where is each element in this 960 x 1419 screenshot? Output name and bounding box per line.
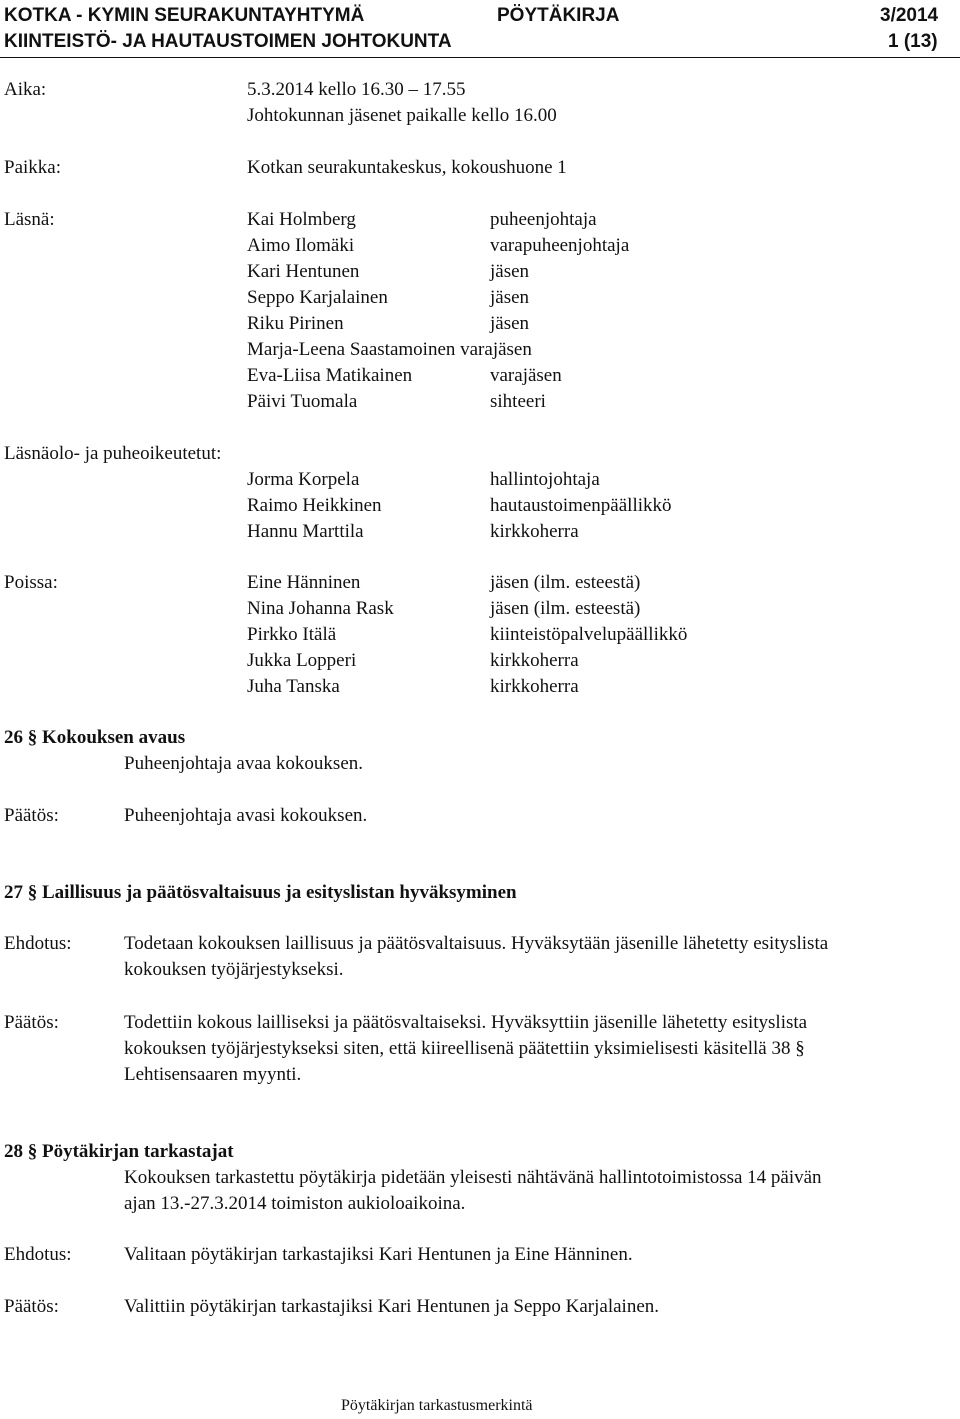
section-27-decision: Lehtisensaaren myynti. bbox=[124, 1064, 302, 1085]
paatos-label: Päätös: bbox=[4, 1296, 59, 1317]
board-name: KIINTEISTÖ- JA HAUTAUSTOIMEN JOHTOKUNTA bbox=[4, 31, 452, 52]
attendee-name: Jorma Korpela bbox=[247, 469, 360, 490]
page-info: 1 (13) bbox=[888, 31, 938, 52]
attendee-name: Eva-Liisa Matikainen bbox=[247, 365, 413, 386]
section-28-heading: 28 § Pöytäkirjan tarkastajat bbox=[4, 1141, 234, 1162]
attendee-role: hallintojohtaja bbox=[490, 469, 600, 490]
attendee-name: Päivi Tuomala bbox=[247, 391, 358, 412]
ehdotus-label: Ehdotus: bbox=[4, 1244, 72, 1265]
aika-note: Johtokunnan jäsenet paikalle kello 16.00 bbox=[247, 105, 557, 126]
section-28-intro: Kokouksen tarkastettu pöytäkirja pidetään yleisesti nähtävänä hallintotoimistossa 14 päivän bbox=[124, 1167, 822, 1188]
attendee-name: Aimo Ilomäki bbox=[247, 235, 355, 256]
section-27-heading: 27 § Laillisuus ja päätösvaltaisuus ja esityslistan hyväksyminen bbox=[4, 882, 517, 903]
footer-note: Pöytäkirjan tarkastusmerkintä bbox=[341, 1397, 533, 1414]
attendee-role: jäsen bbox=[490, 261, 530, 282]
absent-name: Eine Hänninen bbox=[247, 572, 361, 593]
section-28-proposal: Valitaan pöytäkirjan tarkastajiksi Kari Hentunen ja Eine Hänninen. bbox=[124, 1244, 633, 1265]
section-26-heading: 26 § Kokouksen avaus bbox=[4, 727, 186, 748]
attendee-role: jäsen bbox=[490, 287, 530, 308]
attendee-name: Hannu Marttila bbox=[247, 521, 364, 542]
absent-name: Nina Johanna Rask bbox=[247, 598, 394, 619]
attendee-role: hautaustoimenpäällikkö bbox=[490, 495, 672, 516]
aika-time: 5.3.2014 kello 16.30 – 17.55 bbox=[247, 79, 466, 100]
absent-name: Jukka Lopperi bbox=[247, 650, 357, 671]
absent-role: jäsen (ilm. esteestä) bbox=[490, 598, 641, 619]
absent-role: kirkkoherra bbox=[490, 650, 579, 671]
attendee-role: kirkkoherra bbox=[490, 521, 579, 542]
org-name: KOTKA - KYMIN SEURAKUNTAYHTYMÄ bbox=[4, 5, 365, 26]
section-28-intro: ajan 13.-27.3.2014 toimiston aukioloaikoina. bbox=[124, 1193, 466, 1214]
doc-number: 3/2014 bbox=[880, 5, 939, 26]
attendee-name: Seppo Karjalainen bbox=[247, 287, 388, 308]
attendee-name: Kai Holmberg bbox=[247, 209, 356, 230]
section-27-proposal: Todetaan kokouksen laillisuus ja päätösvaltaisuus. Hyväksytään jäsenille lähetetty esityslista bbox=[124, 933, 829, 954]
doc-type: PÖYTÄKIRJA bbox=[497, 5, 620, 26]
header-rule bbox=[0, 57, 960, 58]
absent-role: kiinteistöpalvelupäällikkö bbox=[490, 624, 688, 645]
paikka-value: Kotkan seurakuntakeskus, kokoushuone 1 bbox=[247, 157, 567, 178]
section-27-proposal: kokouksen työjärjestykseksi. bbox=[124, 959, 344, 980]
ehdotus-label: Ehdotus: bbox=[4, 933, 72, 954]
attendee-role: sihteeri bbox=[490, 391, 546, 412]
absent-name: Pirkko Itälä bbox=[247, 624, 337, 645]
lasna-label: Läsnä: bbox=[4, 209, 55, 230]
attendee-role: jäsen bbox=[490, 313, 530, 334]
attendee-role: varapuheenjohtaja bbox=[490, 235, 630, 256]
aika-label: Aika: bbox=[4, 79, 47, 100]
paikka-label: Paikka: bbox=[4, 157, 61, 178]
absent-role: kirkkoherra bbox=[490, 676, 579, 697]
absent-name: Juha Tanska bbox=[247, 676, 340, 697]
section-26-intro: Puheenjohtaja avaa kokouksen. bbox=[124, 753, 364, 774]
lasnaolo-label: Läsnäolo- ja puheoikeutetut: bbox=[4, 443, 222, 464]
absent-role: jäsen (ilm. esteestä) bbox=[490, 572, 641, 593]
attendee-name: Kari Hentunen bbox=[247, 261, 360, 282]
section-27-decision: kokouksen työjärjestykseksi siten, että kiireellisenä päätettiin yksimielisesti käsitellä 38 § bbox=[124, 1038, 805, 1059]
section-27-decision: Todettiin kokous lailliseksi ja päätösvaltaiseksi. Hyväksyttiin jäsenille lähetetty esityslista bbox=[124, 1012, 808, 1033]
attendee-name: Marja-Leena Saastamoinen varajäsen bbox=[247, 339, 532, 360]
attendee-role: puheenjohtaja bbox=[490, 209, 597, 230]
attendee-name: Riku Pirinen bbox=[247, 313, 344, 334]
attendee-role: varajäsen bbox=[490, 365, 562, 386]
section-28-decision: Valittiin pöytäkirjan tarkastajiksi Kari Hentunen ja Seppo Karjalainen. bbox=[124, 1296, 660, 1317]
section-26-decision: Puheenjohtaja avasi kokouksen. bbox=[124, 805, 368, 826]
paatos-label: Päätös: bbox=[4, 805, 59, 826]
attendee-name: Raimo Heikkinen bbox=[247, 495, 382, 516]
paatos-label: Päätös: bbox=[4, 1012, 59, 1033]
poissa-label: Poissa: bbox=[4, 572, 58, 593]
